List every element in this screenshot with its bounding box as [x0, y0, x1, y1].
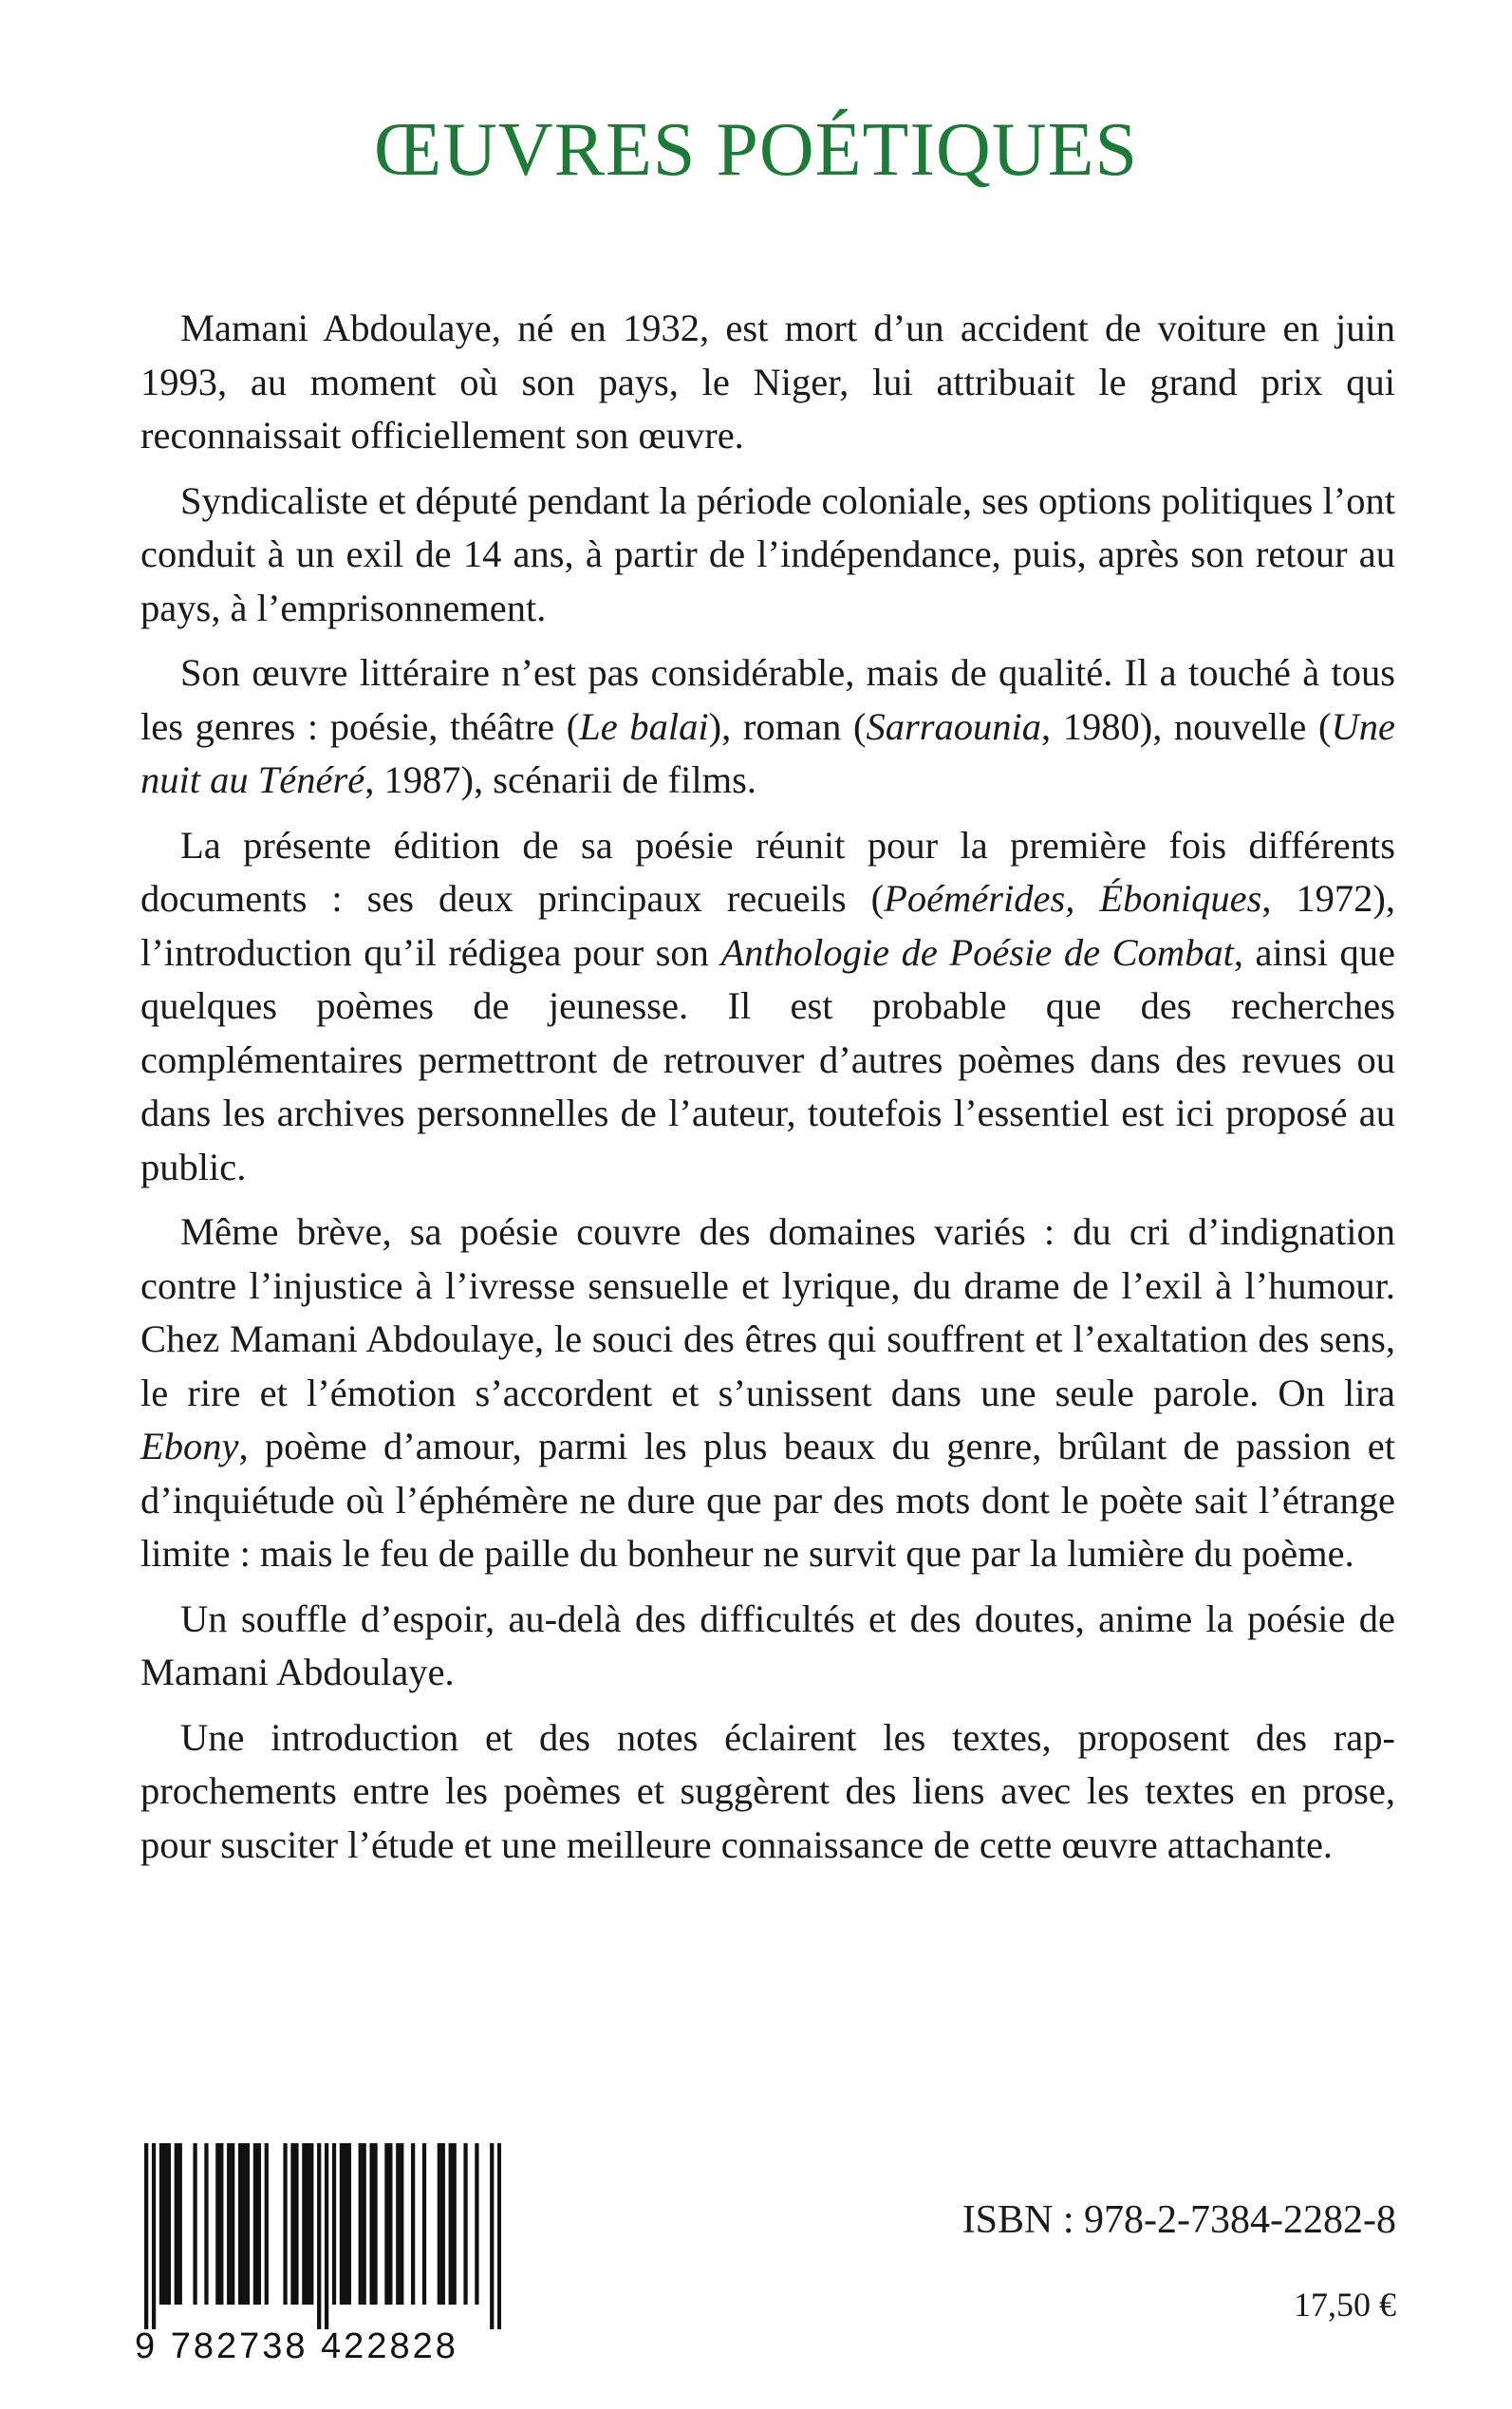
barcode-bar	[363, 2143, 366, 2305]
text-run: Son œuvre littéraire n’est pas considérable, mais de qualité. Il a touché à tous les genres : poésie, théâtre (	[140, 651, 1395, 748]
barcode-bar	[369, 2143, 373, 2305]
text-run: , ainsi que quelques poèmes de jeunesse. Il est probable que des recherches complémentaires permettront de retrouver d’autres poèmes dans des revues ou dans les archives personnelles de l’auteur, toutefois l’essentiel est ici proposé au public.	[140, 930, 1396, 1188]
barcode-bar	[175, 2143, 178, 2305]
barcode-bar	[283, 2143, 287, 2305]
barcode-bar	[242, 2143, 246, 2305]
barcode-bar	[231, 2143, 234, 2305]
barcode-bar	[227, 2143, 231, 2305]
italic-title: Sarraounia	[866, 704, 1041, 748]
barcode-bar	[384, 2143, 388, 2305]
barcode-bar	[438, 2143, 441, 2305]
blurb-paragraph	[140, 1593, 1395, 1700]
barcode-bar	[167, 2143, 171, 2305]
barcode-bar	[359, 2143, 363, 2305]
text-run: , poème d’amour, parmi les plus beaux du genre, brûlant de passion et d’inquiétude où l’éphémère ne dure que par des mots dont le poète sait l’étrange limite : mais le feu de paille du bonheur ne survit que par la lumière du poème.	[140, 1425, 1395, 1575]
barcode-bar	[332, 2143, 336, 2305]
barcode-bars	[144, 2143, 501, 2329]
text-run: ), roman (	[708, 704, 867, 748]
barcode-bar	[144, 2143, 148, 2329]
text-run: Un souffle d’espoir, au-delà des difficultés et des doutes, anime la poésie de Mamani Abdoulaye.	[140, 1597, 1395, 1693]
barcode-bar	[441, 2143, 445, 2305]
text-run: Même brève, sa poésie couvre des domaines variés : du cri d’indignation contre l’injustice à l’ivresse sensuelle et lyrique, du drame de l’exil à l’humour. Chez Mamani Abdoulaye, le souci des êtres qui souffrent et l’exaltation des sens, le rire et l’émotion s’accordent et s’unissent dans une seule parole. On lira	[140, 1210, 1395, 1414]
blurb-paragraph	[140, 302, 1395, 463]
barcode-bar	[290, 2143, 294, 2305]
book-title: ŒUVRES POÉTIQUES	[374, 108, 1138, 192]
blurb-paragraph	[140, 1205, 1395, 1581]
price-label: 17,50 €	[1294, 2286, 1396, 2324]
barcode-bar	[453, 2143, 457, 2305]
blurb-text	[140, 302, 1395, 1883]
barcode-bar	[344, 2143, 347, 2305]
text-run: , 1972), l’introduction qu’il rédigea pour son	[140, 877, 1395, 974]
barcode-bar	[396, 2143, 400, 2305]
barcode-bar	[163, 2143, 167, 2305]
barcode-bar	[219, 2143, 223, 2305]
barcode-digits: 9 782738 422828	[135, 2326, 458, 2366]
blurb-paragraph	[140, 646, 1395, 808]
italic-title: Ebony	[140, 1425, 239, 1467]
barcode-bar	[449, 2143, 453, 2305]
barcode-bar	[490, 2143, 494, 2329]
barcode-bar	[152, 2143, 156, 2329]
barcode-bar	[193, 2143, 196, 2305]
italic-title: Une nuit au Ténéré	[140, 704, 1395, 801]
blurb-paragraph	[140, 819, 1395, 1195]
isbn-number: ISBN : 978-2-7384-2282-8	[961, 2198, 1396, 2242]
barcode-bar	[294, 2143, 298, 2305]
barcode-bar	[422, 2143, 426, 2305]
isbn-barcode	[144, 2143, 501, 2343]
text-run: , 1980), nouvelle (	[1040, 704, 1332, 748]
barcode-bar	[475, 2143, 478, 2305]
italic-title: Poémérides, Éboniques	[884, 877, 1262, 920]
text-run: , 1987), scénarii de films.	[364, 758, 756, 801]
barcode-bar	[317, 2143, 321, 2329]
barcode-bar	[204, 2143, 208, 2305]
barcode-bar	[411, 2143, 415, 2305]
barcode-bar	[340, 2143, 344, 2305]
text-run: Syndicaliste et député pendant la période coloniale, ses options politiques l’ont conduit à un exil de 14 ans, à partir de l’indépendance, puis, après son retour au pays, à l’emprisonnement.	[140, 478, 1395, 629]
barcode-bar	[215, 2143, 219, 2305]
text-run: Mamani Abdoulaye, né en 1932, est mort d’un accident de voiture en juin 1993, au moment où son pays, le Niger, lui attribuait le grand prix qui reconnaissait officiellement son œuvre.	[140, 307, 1395, 457]
blurb-paragraph	[140, 475, 1395, 636]
barcode-bar	[400, 2143, 403, 2305]
barcode-bar	[309, 2143, 313, 2305]
barcode-bar	[347, 2143, 351, 2305]
blurb-paragraph	[140, 1711, 1395, 1873]
barcode-bar	[246, 2143, 250, 2305]
barcode-bar	[253, 2143, 257, 2305]
barcode-bar	[257, 2143, 261, 2305]
barcode-bar	[265, 2143, 269, 2305]
barcode-bar	[238, 2143, 242, 2305]
text-run: La présente édition de sa poésie réunit pour la première fois différents documents : ses deux principaux recueils (	[140, 823, 1395, 920]
barcode-bar	[302, 2143, 306, 2305]
barcode-bar	[306, 2143, 309, 2305]
text-run: Une introduction et des notes éclairent les textes, proposent des rapprochements entre les poèmes et suggèrent des liens avec les textes en prose, pour susciter l’étude et une meilleure connaissance de cette œuvre attachante.	[140, 1715, 1395, 1866]
barcode-bar	[325, 2143, 328, 2329]
barcode-bar	[497, 2143, 501, 2329]
italic-title: Anthologie de Poésie de Combat	[720, 930, 1234, 974]
barcode-bar	[159, 2143, 163, 2305]
barcode-bar	[388, 2143, 392, 2305]
italic-title: Le balai	[579, 704, 709, 748]
barcode-bar	[373, 2143, 377, 2305]
barcode-bar	[178, 2143, 182, 2305]
barcode-bar	[463, 2143, 467, 2305]
